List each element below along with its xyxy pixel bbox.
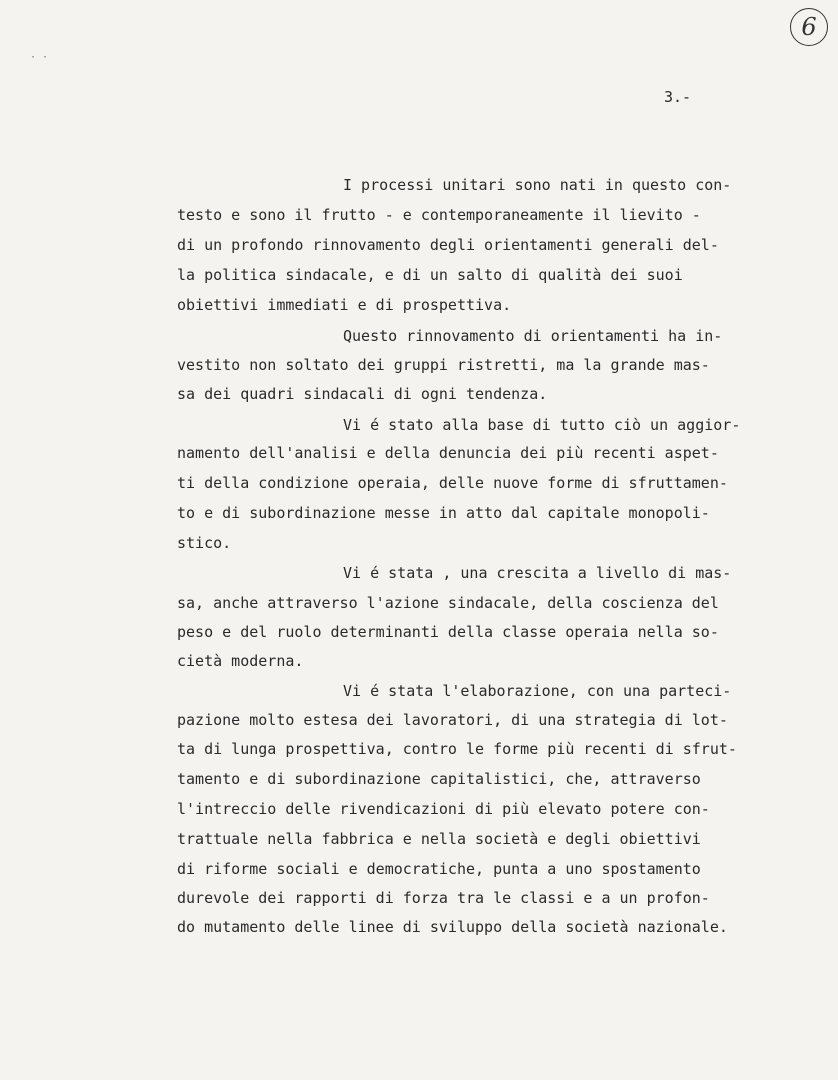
text-line: Vi é stata , una crescita a livello di mas- — [343, 564, 732, 582]
text-line: testo e sono il frutto - e contemporaneamente il lievito - — [177, 206, 701, 224]
text-line: vestito non soltato dei gruppi ristretti, ma la grande mas- — [177, 356, 710, 374]
text-line: trattuale nella fabbrica e nella società e degli obiettivi — [177, 830, 701, 848]
text-line: Vi é stato alla base di tutto ciò un aggior- — [343, 416, 741, 434]
text-line: durevole dei rapporti di forza tra le classi e a un profon- — [177, 889, 710, 907]
text-line: ta di lunga prospettiva, contro le forme più recenti di sfrut- — [177, 740, 737, 758]
text-line: di un profondo rinnovamento degli orientamenti generali del- — [177, 236, 719, 254]
text-line: obiettivi immediati e di prospettiva. — [177, 296, 512, 314]
paper-marks: · · — [30, 52, 49, 63]
text-line: Vi é stata l'elaborazione, con una parteci- — [343, 682, 732, 700]
text-line: cietà moderna. — [177, 652, 304, 670]
text-line: to e di subordinazione messe in atto dal capitale monopoli- — [177, 504, 710, 522]
text-line: namento dell'analisi e della denuncia dei più recenti aspet- — [177, 444, 719, 462]
text-line: la politica sindacale, e di un salto di qualità dei suoi — [177, 266, 683, 284]
text-line: Questo rinnovamento di orientamenti ha in- — [343, 327, 723, 345]
text-line: do mutamento delle linee di sviluppo della società nazionale. — [177, 918, 728, 936]
text-line: pazione molto estesa dei lavoratori, di una strategia di lot- — [177, 711, 728, 729]
folio-number: 6 — [790, 8, 828, 46]
text-line: stico. — [177, 534, 232, 552]
text-line: I processi unitari sono nati in questo con- — [343, 176, 732, 194]
text-line: peso e del ruolo determinanti della classe operaia nella so- — [177, 623, 719, 641]
text-line: l'intreccio delle rivendicazioni di più elevato potere con- — [177, 800, 710, 818]
text-line: tamento e di subordinazione capitalistici, che, attraverso — [177, 770, 701, 788]
text-line: sa dei quadri sindacali di ogni tendenza. — [177, 385, 548, 403]
page-number: 3.- — [664, 88, 692, 106]
text-line: ti della condizione operaia, delle nuove forme di sfruttamen- — [177, 474, 728, 492]
text-line: di riforme sociali e democratiche, punta a uno spostamento — [177, 860, 701, 878]
text-line: sa, anche attraverso l'azione sindacale, della coscienza del — [177, 594, 719, 612]
